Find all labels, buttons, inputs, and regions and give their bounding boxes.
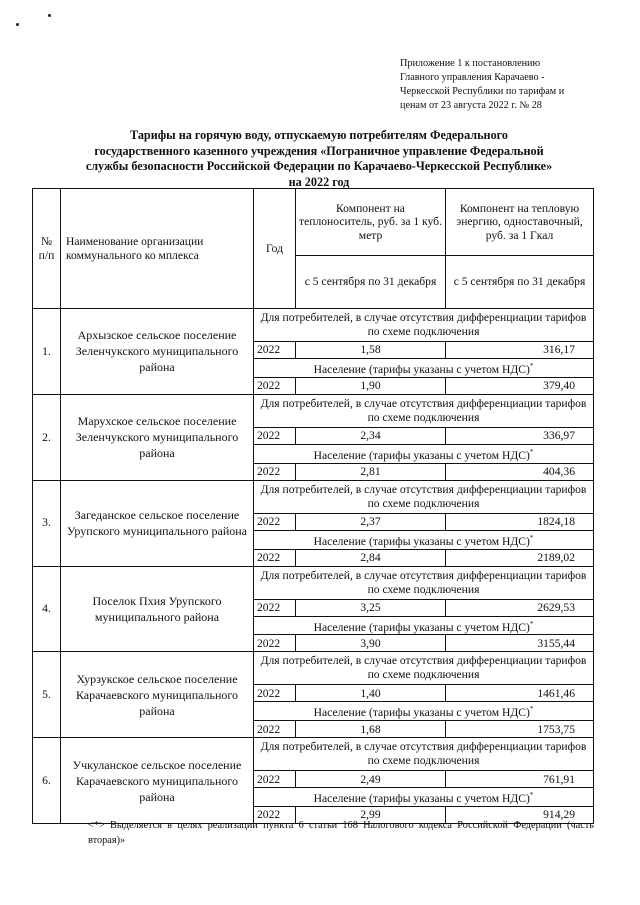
organization-name: Хурзукское сельское поселение Карачаевского муниципального района bbox=[61, 652, 254, 738]
document-title bbox=[40, 128, 598, 190]
row-number: 5. bbox=[33, 652, 61, 738]
coolant-tariff-population: 2,84 bbox=[296, 549, 446, 566]
appendix-line: Черкесской Республики по тарифам и bbox=[400, 86, 565, 97]
category-consumers: Для потребителей, в случае отсутствия дифференциации тарифов по схеме подключения bbox=[254, 480, 594, 513]
tariff-table bbox=[32, 188, 594, 824]
year-cell: 2022 bbox=[254, 685, 296, 702]
row-number: 4. bbox=[33, 566, 61, 652]
coolant-tariff-population: 3,90 bbox=[296, 635, 446, 652]
category-population-label: Население (тарифы указаны с учетом НДС) bbox=[313, 792, 530, 806]
energy-tariff: 1824,18 bbox=[446, 513, 594, 530]
header-component-coolant: Компонент на теплоноситель, руб. за 1 куб. метр bbox=[296, 189, 446, 256]
energy-tariff-population: 1753,75 bbox=[446, 721, 594, 738]
header-period-energy: с 5 сентября по 31 декабря bbox=[446, 256, 594, 309]
category-population-label: Население (тарифы указаны с учетом НДС) bbox=[313, 706, 530, 720]
category-population-label: Население (тарифы указаны с учетом НДС) bbox=[313, 620, 530, 634]
energy-tariff-population: 914,29 bbox=[446, 807, 594, 824]
year-cell: 2022 bbox=[254, 427, 296, 444]
appendix-note bbox=[400, 57, 610, 113]
table-row bbox=[33, 309, 594, 342]
organization-name: Загеданское сельское поселение Урупского муниципального района bbox=[61, 480, 254, 566]
header-number: № п/п bbox=[33, 189, 61, 309]
footnote-mark: * bbox=[529, 362, 534, 370]
organization-name: Поселок Пхия Урупского муниципального района bbox=[61, 566, 254, 652]
year-cell: 2022 bbox=[254, 807, 296, 824]
organization-name: Учкуланское сельское поселение Карачаевского муниципального района bbox=[61, 738, 254, 824]
year-cell: 2022 bbox=[254, 377, 296, 394]
coolant-tariff: 3,25 bbox=[296, 599, 446, 616]
title-line: службы безопасности Российской Федерации по Карачаево-Черкесской Республике» bbox=[85, 159, 553, 173]
energy-tariff: 336,97 bbox=[446, 427, 594, 444]
organization-name: Марухское сельское поселение Зеленчукского муниципального района bbox=[61, 394, 254, 480]
coolant-tariff-population: 2,81 bbox=[296, 463, 446, 480]
tariff-table-body bbox=[33, 309, 594, 824]
category-population-label: Население (тарифы указаны с учетом НДС) bbox=[313, 534, 530, 548]
category-population bbox=[254, 530, 594, 549]
organization-name: Архызское сельское поселение Зеленчукского муниципального района bbox=[61, 309, 254, 395]
row-number: 2. bbox=[33, 394, 61, 480]
energy-tariff-population: 379,40 bbox=[446, 377, 594, 394]
year-cell: 2022 bbox=[254, 549, 296, 566]
title-line: Тарифы на горячую воду, отпускаемую потребителям Федерального bbox=[130, 128, 508, 142]
coolant-tariff-population: 1,68 bbox=[296, 721, 446, 738]
scan-speck bbox=[48, 14, 51, 17]
title-line: на 2022 год bbox=[288, 174, 350, 189]
category-consumers: Для потребителей, в случае отсутствия дифференциации тарифов по схеме подключения bbox=[254, 652, 594, 685]
coolant-tariff: 1,58 bbox=[296, 342, 446, 359]
category-consumers: Для потребителей, в случае отсутствия дифференциации тарифов по схеме подключения bbox=[254, 738, 594, 771]
row-number: 3. bbox=[33, 480, 61, 566]
header-year: Год bbox=[254, 189, 296, 309]
appendix-line: Приложение 1 к постановлению bbox=[400, 58, 541, 69]
category-population-label: Население (тарифы указаны с учетом НДС) bbox=[313, 362, 530, 376]
category-consumers: Для потребителей, в случае отсутствия дифференциации тарифов по схеме подключения bbox=[254, 394, 594, 427]
coolant-tariff: 2,49 bbox=[296, 771, 446, 788]
table-row bbox=[33, 480, 594, 513]
year-cell: 2022 bbox=[254, 771, 296, 788]
year-cell: 2022 bbox=[254, 342, 296, 359]
energy-tariff: 1461,46 bbox=[446, 685, 594, 702]
energy-tariff: 2629,53 bbox=[446, 599, 594, 616]
footnote-mark: * bbox=[529, 791, 534, 800]
energy-tariff-population: 2189,02 bbox=[446, 549, 594, 566]
energy-tariff-population: 404,36 bbox=[446, 463, 594, 480]
appendix-line: Главного управления Карачаево - bbox=[400, 72, 545, 83]
footnote-mark: * bbox=[529, 705, 534, 714]
coolant-tariff: 1,40 bbox=[296, 685, 446, 702]
year-cell: 2022 bbox=[254, 513, 296, 530]
coolant-tariff: 2,34 bbox=[296, 427, 446, 444]
row-number: 1. bbox=[33, 309, 61, 395]
category-population bbox=[254, 702, 594, 721]
footnote: <*> Выделяется в целях реализации пункта 6 статьи 168 Налогового кодекса Российской Федерации (часть вторая)» bbox=[88, 820, 594, 846]
title-line: государственного казенного учреждения «Пограничное управление Федеральной bbox=[94, 143, 544, 158]
category-population-label: Население (тарифы указаны с учетом НДС) bbox=[313, 448, 530, 462]
header-organization: Наименование организации коммунального ко мплекса bbox=[61, 189, 254, 309]
category-consumers: Для потребителей, в случае отсутствия дифференциации тарифов по схеме подключения bbox=[254, 566, 594, 599]
energy-tariff: 316,17 bbox=[446, 342, 594, 359]
coolant-tariff: 2,37 bbox=[296, 513, 446, 530]
energy-tariff-population: 3155,44 bbox=[446, 635, 594, 652]
table-row bbox=[33, 652, 594, 685]
coolant-tariff-population: 1,90 bbox=[296, 377, 446, 394]
category-consumers: Для потребителей, в случае отсутствия дифференциации тарифов по схеме подключения bbox=[254, 309, 594, 342]
footnote-mark: * bbox=[529, 447, 534, 456]
coolant-tariff-population: 2,99 bbox=[296, 807, 446, 824]
year-cell: 2022 bbox=[254, 635, 296, 652]
footnote-mark: * bbox=[529, 619, 534, 628]
row-number: 6. bbox=[33, 738, 61, 824]
category-population bbox=[254, 616, 594, 635]
category-population bbox=[254, 788, 594, 807]
year-cell: 2022 bbox=[254, 463, 296, 480]
category-population bbox=[254, 359, 594, 378]
appendix-line: ценам от 23 августа 2022 г. № 28 bbox=[400, 100, 542, 111]
category-population bbox=[254, 444, 594, 463]
header-period-coolant: с 5 сентября по 31 декабря bbox=[296, 256, 446, 309]
table-row bbox=[33, 566, 594, 599]
year-cell: 2022 bbox=[254, 599, 296, 616]
year-cell: 2022 bbox=[254, 721, 296, 738]
scan-speck bbox=[16, 23, 19, 26]
footnote-mark: * bbox=[529, 533, 534, 542]
header-component-energy: Компонент на тепловую энергию, одноставочный, руб. за 1 Гкал bbox=[446, 189, 594, 256]
table-row bbox=[33, 394, 594, 427]
energy-tariff: 761,91 bbox=[446, 771, 594, 788]
table-row bbox=[33, 738, 594, 771]
